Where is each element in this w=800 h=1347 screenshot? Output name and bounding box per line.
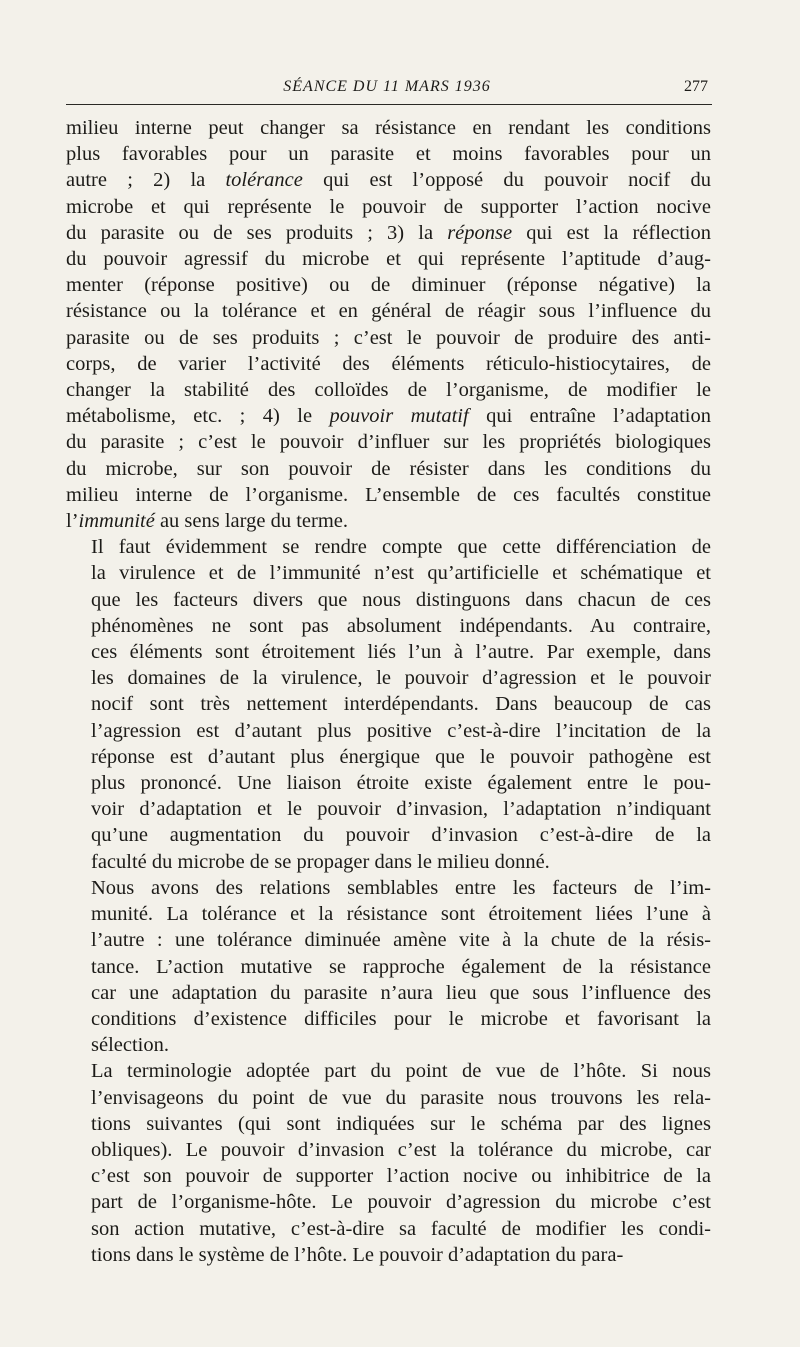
text-segment: faculté du microbe de se propager dans le milieu donné.	[91, 850, 550, 873]
text-line	[66, 351, 711, 377]
page-header	[66, 78, 708, 102]
text-line	[66, 403, 711, 429]
text-line	[66, 194, 711, 220]
text-segment: part de l’organisme-hôte. Le pouvoir d’agression du microbe c’est	[91, 1191, 711, 1214]
text-segment: phénomènes ne sont pas absolument indépendants. Au contraire,	[91, 614, 711, 637]
text-line	[66, 770, 711, 796]
text-line	[66, 796, 711, 822]
text-line	[66, 1058, 711, 1084]
text-segment: Nous avons des relations semblables entre les facteurs de l’im-	[91, 876, 711, 899]
text-segment: l’autre : une tolérance diminuée amène vite à la chute de la résis-	[91, 929, 711, 952]
text-segment: son action mutative, c’est-à-dire sa faculté de modifier les condi-	[91, 1217, 711, 1240]
text-segment: l’	[66, 510, 79, 533]
text-segment: que les facteurs divers que nous distinguons dans chacun de ces	[91, 588, 711, 611]
page-number: 277	[684, 78, 708, 95]
text-segment: du microbe, sur son pouvoir de résister dans les conditions du	[66, 457, 711, 480]
italic-term: pouvoir mutatif	[329, 405, 469, 428]
text-segment: Il faut évidemment se rendre compte que cette différenciation de	[91, 536, 711, 559]
text-line	[66, 167, 711, 193]
text-line	[66, 534, 711, 560]
text-line	[66, 901, 711, 927]
text-line	[66, 1163, 711, 1189]
text-segment: tions dans le système de l’hôte. Le pouvoir d’adaptation du para-	[91, 1243, 624, 1266]
text-segment: au sens large du terme.	[154, 510, 348, 533]
text-line	[66, 822, 711, 848]
text-segment: réponse est d’autant plus énergique que le pouvoir pathogène est	[91, 745, 711, 768]
italic-term: réponse	[447, 221, 513, 244]
text-segment: La terminologie adoptée part du point de vue de l’hôte. Si nous	[91, 1060, 711, 1083]
paragraph	[66, 875, 711, 1058]
text-line	[66, 1137, 711, 1163]
text-segment: du parasite ; c’est le pouvoir d’influer sur les propriétés biologiques	[66, 431, 711, 454]
text-segment: l’agression est d’autant plus positive c’est-à-dire l’incitation de la	[91, 719, 711, 742]
text-segment: nocif sont très nettement interdépendants. Dans beaucoup de cas	[91, 693, 711, 716]
text-segment: plus favorables pour un parasite et moins favorables pour un	[66, 143, 711, 166]
text-line	[66, 875, 711, 901]
text-segment: l’envisageons du point de vue du parasite nous trouvons les rela-	[91, 1086, 711, 1109]
text-segment: menter (réponse positive) ou de diminuer (réponse négative) la	[66, 274, 711, 297]
text-segment: autre ; 2) la	[66, 169, 226, 192]
text-segment: car une adaptation du parasite n’aura lieu que sous l’influence des	[91, 981, 711, 1004]
text-line	[66, 587, 711, 613]
body-text	[66, 115, 711, 1268]
text-line	[66, 141, 711, 167]
text-segment: milieu interne de l’organisme. L’ensemble de ces facultés constitue	[66, 483, 711, 506]
text-segment: munité. La tolérance et la résistance sont étroitement liées l’une à	[91, 903, 711, 926]
text-line	[66, 429, 711, 455]
text-segment: du pouvoir agressif du microbe et qui représente l’aptitude d’aug-	[66, 248, 711, 271]
text-line	[66, 613, 711, 639]
text-line	[66, 115, 711, 141]
text-segment: qui est l’opposé du pouvoir nocif du	[302, 169, 711, 192]
text-line	[66, 298, 711, 324]
text-segment: microbe et qui représente le pouvoir de supporter l’action nocive	[66, 195, 711, 218]
running-title: SÉANCE DU 11 MARS 1936	[283, 78, 491, 95]
text-line	[66, 954, 711, 980]
text-segment: la virulence et de l’immunité n’est qu’artificielle et schématique et	[91, 562, 711, 585]
text-segment: du parasite ou de ses produits ; 3) la	[66, 221, 448, 244]
paragraph	[66, 534, 711, 875]
text-line	[66, 1242, 711, 1268]
text-segment: qui est la réflection	[512, 221, 711, 244]
text-line	[66, 325, 711, 351]
text-segment: milieu interne peut changer sa résistance en rendant les conditions	[66, 117, 711, 139]
text-segment: plus prononcé. Une liaison étroite existe également entre le pou-	[91, 772, 711, 795]
text-segment: voir d’adaptation et le pouvoir d’invasion, l’adaptation n’indiquant	[91, 798, 711, 821]
text-line	[66, 639, 711, 665]
text-segment: changer la stabilité des colloïdes de l’organisme, de modifier le	[66, 379, 711, 402]
text-segment: métabolisme, etc. ; 4) le	[66, 405, 330, 428]
text-line	[66, 1032, 711, 1058]
text-line	[66, 980, 711, 1006]
text-segment: conditions d’existence difficiles pour le microbe et favorisant la	[91, 1007, 711, 1030]
text-line	[66, 1006, 711, 1032]
text-line	[66, 377, 711, 403]
text-segment: les domaines de la virulence, le pouvoir d’agression et le pouvoir	[91, 667, 711, 690]
text-segment: tance. L’action mutative se rapproche également de la résistance	[91, 955, 711, 978]
text-line	[66, 744, 711, 770]
text-line	[66, 927, 711, 953]
text-line	[66, 272, 711, 298]
text-segment: ces éléments sont étroitement liés l’un à l’autre. Par exemple, dans	[91, 641, 711, 664]
text-line	[66, 665, 711, 691]
header-rule	[66, 104, 712, 105]
text-segment: obliques). Le pouvoir d’invasion c’est la tolérance du microbe, car	[91, 1138, 711, 1161]
italic-term: immunité	[78, 510, 155, 533]
text-line	[66, 1111, 711, 1137]
text-segment: qu’une augmentation du pouvoir d’invasion c’est-à-dire de la	[91, 824, 711, 847]
text-line	[66, 482, 711, 508]
text-line	[66, 246, 711, 272]
text-segment: résistance ou la tolérance et en général de réagir sous l’influence du	[66, 300, 711, 323]
text-segment: corps, de varier l’activité des éléments réticulo-histiocytaires, de	[66, 352, 711, 375]
text-line	[66, 508, 711, 534]
text-line	[66, 849, 711, 875]
text-segment: c’est son pouvoir de supporter l’action nocive ou inhibitrice de la	[91, 1165, 711, 1188]
text-segment: sélection.	[91, 1034, 169, 1057]
text-line	[66, 691, 711, 717]
text-line	[66, 1216, 711, 1242]
text-line	[66, 1189, 711, 1215]
text-segment: qui entraîne l’adaptation	[468, 405, 712, 428]
text-line	[66, 1085, 711, 1111]
text-line	[66, 456, 711, 482]
text-segment: tions suivantes (qui sont indiquées sur le schéma par des lignes	[91, 1112, 711, 1135]
text-line	[66, 220, 711, 246]
paragraph	[66, 115, 711, 534]
paragraph	[66, 1058, 711, 1268]
text-segment: parasite ou de ses produits ; c’est le pouvoir de produire des anti-	[66, 326, 711, 349]
text-line	[66, 560, 711, 586]
italic-term: tolérance	[225, 169, 303, 192]
text-line	[66, 718, 711, 744]
